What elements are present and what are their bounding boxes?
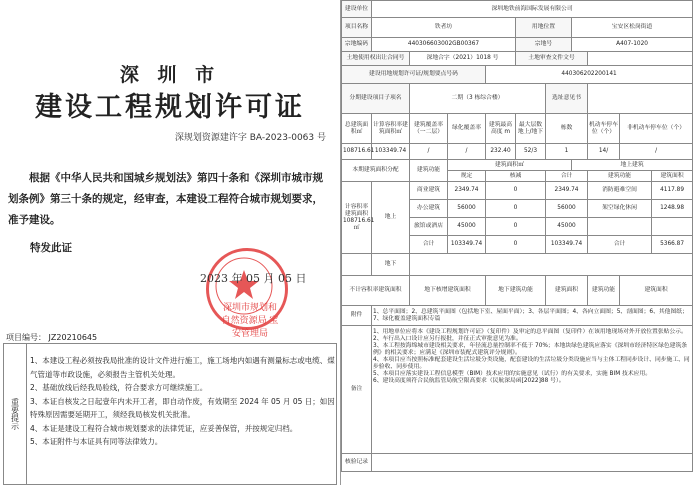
cell-value — [588, 52, 693, 66]
noncount-area-label: 不计容积率建筑面积 — [342, 276, 410, 306]
cell-label: 宗地号 — [516, 38, 572, 52]
cell-value: 宝安区松岗街道 — [572, 18, 693, 38]
cell-value: 440306603002GB00367 — [372, 38, 516, 52]
notes-list — [30, 354, 335, 449]
legal-basis-text: 根据《中华人民共和国城乡规划法》第四十条和《深圳市城市规划条例》第三十条的规定，经审查，本建设工程符合城市规划要求，准予建设。 — [8, 172, 323, 226]
cell-label: 建设单位 — [342, 1, 372, 18]
note-item: 3、本证自核发之日起壹年内未开工者，即自动作废，有效期至 2024 年 05 月 05 日；如因特殊原因需要延期开工，须经我局核发机关批准。 — [30, 396, 335, 419]
empty-cell — [410, 254, 693, 276]
header-cell: 地下建筑功能 — [486, 276, 546, 306]
value-cell: 1 — [546, 144, 588, 160]
remarks-list — [372, 326, 693, 454]
value-cell: 14/ — [588, 144, 620, 160]
header-cell: 建筑功能 — [588, 276, 620, 306]
value-cell: / — [410, 144, 448, 160]
cell-value: 440306202200141 — [486, 66, 693, 84]
table-row: 0 — [486, 236, 546, 254]
underground-area-label: 地下核增建筑面积 — [410, 276, 486, 306]
cell-label: 土地使用权出让合同号 — [342, 52, 410, 66]
cell-label: 选址意见书 — [546, 84, 588, 114]
remark-item: 4、本项目应当按照标准配套建设生活垃圾分类设施，配套建设的生活垃圾分类设施应当与主体工程同步设计、同步施工、同步验收、同步使用。 — [373, 357, 690, 370]
area-label: 计容积率建筑面积 108716.61㎡ — [342, 182, 372, 254]
verification-record — [372, 454, 693, 472]
certificate-front — [0, 0, 341, 485]
cell-value: 铁者坊 — [372, 18, 516, 38]
remark-item: 6、建设高度须符合民航监管局航空限高要求（民航深局函[2022]88 号）。 — [373, 378, 565, 384]
header-cell: 栋数 — [546, 114, 588, 144]
header-cell: 核减 — [486, 171, 546, 182]
header-cell: 总建筑面积㎡ — [342, 114, 372, 144]
value-cell: 52/3 — [516, 144, 546, 160]
table-row: 0 — [486, 200, 546, 218]
table-row: 4117.89 — [652, 182, 693, 200]
attachment-list: 1、总平面图；2、总建筑平面图（包括地下室、屋面平面）；3、各层平面图；4、各向立面图；5、剖面图；6、其他图纸；7、绿化覆盖建筑面积专篇 — [372, 306, 693, 326]
value-cell: / — [448, 144, 486, 160]
table-row: 2349.74 — [448, 182, 486, 200]
cell-value: 深圳地铁前海国际发展有限公司 — [372, 1, 693, 18]
above-ground-label: 地上 — [372, 182, 410, 254]
seal-text: 深圳市规划和自然资源局 宝安管理局 — [221, 303, 279, 339]
header-cell: 本期建筑面积分配 — [342, 160, 410, 182]
table-row: 0 — [486, 182, 546, 200]
empty-cell — [342, 254, 372, 276]
remark-item: 3、本工程按海绵城市建设相关要求，年径流总量控制率不低于 70%；本地块绿色建筑应落实《深圳市经济特区绿色建筑条例》的相关要求；应满足《深圳市装配式建筑评分规则》。 — [373, 343, 688, 356]
cell-label: 分期建设项目子项名 — [342, 84, 410, 114]
table-row: 5366.87 — [652, 236, 693, 254]
project-number-label: 项目编号： — [6, 333, 46, 342]
value-cell: 232.40 — [486, 144, 516, 160]
cell-value: A407-1020 — [572, 38, 693, 52]
cell-label: 用地位置 — [516, 18, 572, 38]
table-row: 旅馆或酒店 — [410, 218, 448, 236]
table-row: 103349.74 — [546, 236, 588, 254]
table-row: 2349.74 — [546, 182, 588, 200]
header-cell: 绿化覆盖率 — [448, 114, 486, 144]
header-cell: 建筑最高高度 m — [486, 114, 516, 144]
table-row: 0 — [486, 218, 546, 236]
cell-value — [588, 84, 693, 114]
value-cell: 108716.61 — [342, 144, 372, 160]
table-row: 办公建筑 — [410, 200, 448, 218]
value-cell: / — [620, 144, 693, 160]
table-row: 合计 — [588, 236, 652, 254]
header-cell: 建筑覆盖率（一二层） — [410, 114, 448, 144]
header-cell: 建筑面积 — [620, 276, 693, 306]
important-notes — [3, 343, 337, 485]
table-row: 架空绿化休闲 — [588, 200, 652, 218]
header-cell: 建筑面积 — [546, 276, 588, 306]
note-item: 4、本证是建设工程符合城市规划要求的法律凭证，应妥善保管，并按规定归档。 — [30, 423, 298, 433]
table-row: 56000 — [448, 200, 486, 218]
attachment-label: 附件 — [342, 306, 372, 326]
header-cell: 非机动车停车位（个） — [620, 114, 693, 144]
table-row: 1248.98 — [652, 200, 693, 218]
note-item: 2、基础放线后经我局验线，符合要求方可继续施工。 — [30, 383, 208, 392]
table-row: 合计 — [410, 236, 448, 254]
table-row: 103349.74 — [448, 236, 486, 254]
table-row: 45000 — [448, 218, 486, 236]
cell-label: 项目名称 — [342, 18, 372, 38]
value-cell: 103349.74 — [372, 144, 410, 160]
detail-table — [341, 0, 693, 472]
verification-label: 核验记录 — [342, 454, 372, 472]
table-row: 商业建筑 — [410, 182, 448, 200]
project-number — [6, 332, 97, 343]
issue-date: 2023 年 05 月 05 日 — [200, 272, 307, 285]
cell-value: 二期（3 栋综合楼） — [410, 84, 546, 114]
header-cell: 计算容积率建筑面积㎡ — [372, 114, 410, 144]
header-cell: 合计 — [546, 171, 588, 182]
cell-label: 宗地编码 — [342, 38, 372, 52]
header-cell: 建筑功能 — [588, 171, 652, 182]
certificate-detail-table — [341, 0, 692, 485]
header-cell: 机动车停车位（个） — [588, 114, 620, 144]
certificate-title: 建设工程规划许可证 — [35, 92, 305, 123]
table-row — [652, 218, 693, 236]
certificate-number: 深规划资源建许字 BA-2023-0063 号 — [174, 133, 326, 143]
cell-value: 深地合字（2021）1018 号 — [410, 52, 516, 66]
header-cell: 地上建筑 — [572, 160, 693, 171]
note-item: 1、本建设工程必须按我局批准的设计文件进行施工，施工场地内如遇有测量标志或电缆、煤气管道等市政设施，必须报告主管机关处理。 — [30, 356, 335, 379]
issuance-statement: 特发此证 — [30, 242, 72, 254]
header-cell: 建筑面积㎡ — [448, 160, 572, 171]
remark-item: 2、车行出入口设计应另行报批，并征正式审批意见为准。 — [373, 336, 522, 342]
header-cell: 规定 — [448, 171, 486, 182]
header-cell: 最大层数地上/地下 — [516, 114, 546, 144]
remarks-label: 备注 — [342, 326, 372, 454]
table-row: 45000 — [546, 218, 588, 236]
table-row: 消防避难空间 — [588, 182, 652, 200]
important-notes-label: 重要提示 — [4, 344, 27, 484]
cell-label: 土地审查文件文号 — [516, 52, 588, 66]
city-name: 深 圳 市 — [119, 64, 221, 86]
project-number-value: JZ20210645 — [48, 333, 98, 342]
note-item: 5、本证附件与本证具有同等法律效力。 — [30, 437, 163, 446]
remark-item: 5、本项目应落实建设工程信息模型（BIM）技术应用的实施意见（试行）的有关要求，实施 BIM 技术应用。 — [373, 371, 652, 377]
cell-label: 建设用地规划许可证/规划要点号码 — [342, 66, 486, 84]
header-cell: 建筑面积 — [652, 171, 693, 182]
table-row: 56000 — [546, 200, 588, 218]
below-ground-label: 地下 — [372, 254, 410, 276]
table-row — [588, 218, 652, 236]
header-cell: 建筑功能 — [410, 160, 448, 182]
remark-item: 1、用地单位应将本《建设工程规划许可证》（复印件）及审定的总平面图（复印件）在该用地现场对外开放位置张贴公示。 — [373, 329, 687, 335]
